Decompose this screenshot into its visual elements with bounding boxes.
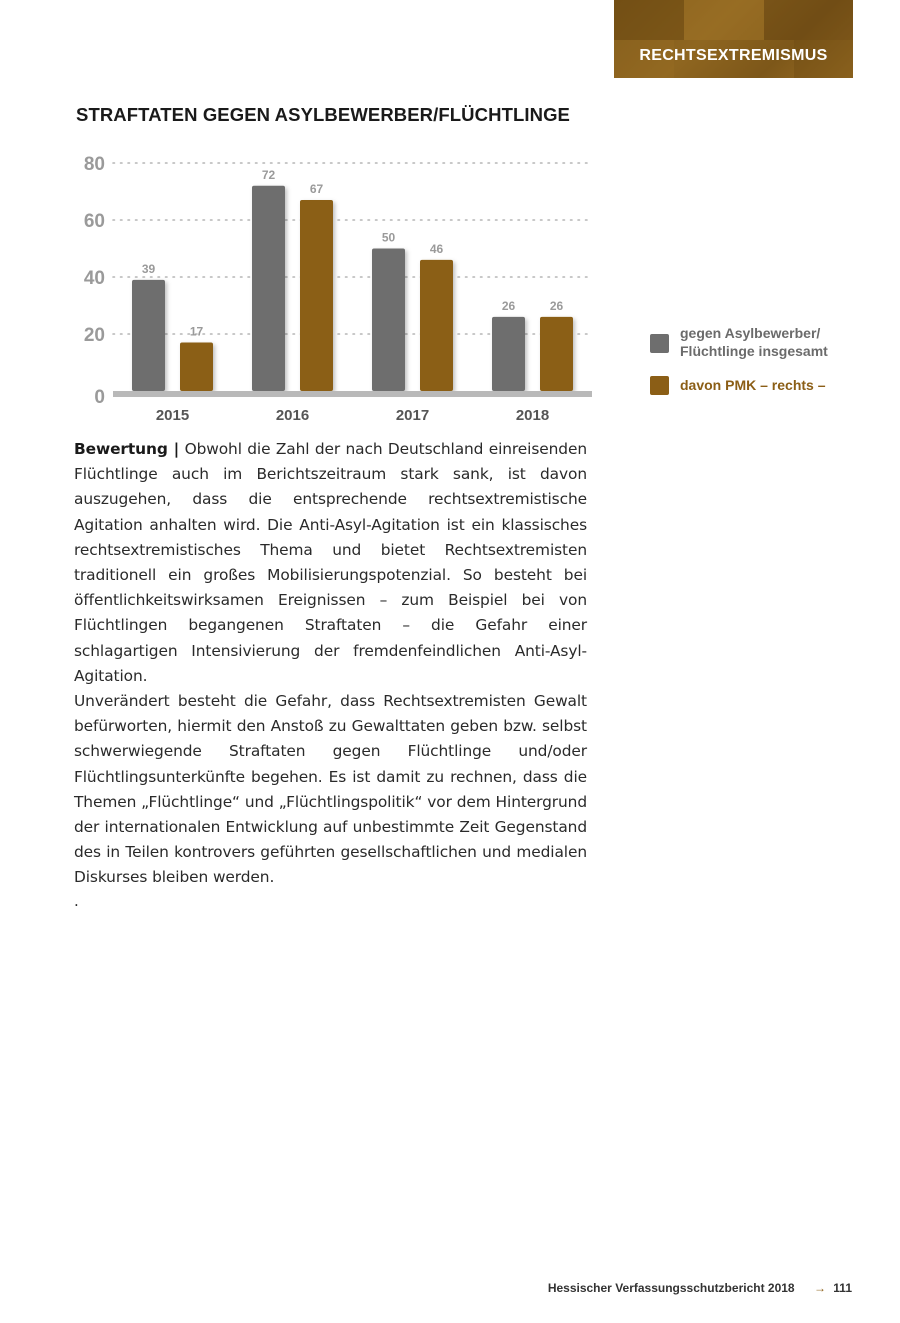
- y-tick-label: 20: [83, 325, 105, 346]
- page-number: 111: [833, 1281, 852, 1295]
- y-tick-label: 40: [83, 268, 105, 289]
- legend-item-pmk-rechts: [650, 376, 850, 394]
- chart-title: STRAFTATEN GEGEN ASYLBEWERBER/FLÜCHTLINGE: [76, 104, 570, 125]
- bar: [420, 260, 453, 391]
- legend-label-line1: gegen Asylbewerber/: [680, 325, 821, 341]
- bar: [252, 186, 285, 391]
- assessment-paragraph: [74, 437, 587, 689]
- trailing-dot: .: [74, 892, 79, 910]
- section-label: RECHTSEXTREMISMUS: [639, 47, 828, 64]
- bar: [132, 280, 165, 391]
- arrow-right-icon: →: [813, 1281, 826, 1295]
- x-tick-label: 2017: [395, 407, 430, 424]
- data-label: 67: [309, 182, 324, 197]
- x-axis-baseline: [113, 391, 592, 397]
- legend-item-insgesamt: [650, 324, 850, 360]
- data-label: 26: [501, 298, 516, 313]
- data-label: 46: [429, 241, 444, 256]
- chart-legend: [650, 324, 850, 410]
- assessment-lead: Bewertung |: [74, 440, 180, 458]
- data-label: 50: [381, 230, 396, 245]
- data-label: 72: [261, 167, 276, 182]
- data-label: 17: [189, 324, 204, 339]
- x-tick-label: 2015: [155, 407, 190, 424]
- bar: [540, 317, 573, 391]
- y-tick-label: 60: [83, 211, 105, 232]
- legend-label: davon PMK – rechts –: [680, 377, 826, 393]
- y-tick-label: 80: [83, 154, 105, 175]
- y-tick-label: 0: [94, 387, 105, 408]
- legend-swatch-brown: [650, 376, 669, 395]
- bar: [180, 343, 213, 391]
- x-tick-label: 2016: [275, 407, 310, 424]
- footer-report-title: Hessischer Verfassungsschutzbericht 2018: [547, 1281, 795, 1295]
- legend-label-line2: Flüchtlinge insgesamt: [680, 343, 828, 359]
- assessment-text: Obwohl die Zahl der nach Deutschland einreisenden Flüchtlinge auch im Berichtszeitraum stark sank, ist davon auszugehen, dass die entsprechende rechtsextremistische Agitation anhalten wird. Die Anti-Asyl-Agitation ist ein klassisches rechtsextremistisches Thema und bietet Rechtsextremisten traditionell ein großes Mobilisierungspotenzial. So besteht bei öffentlichkeitswirksamen Ereignissen – zum Beispiel bei von Flüchtlingen begangenen Straftaten – die Gefahr einer schlagartigen Intensivierung der fremdenfeindlichen Anti-Asyl-Agitation.: [74, 440, 587, 685]
- legend-swatch-gray: [650, 334, 669, 353]
- data-label: 39: [141, 261, 156, 276]
- bar: [300, 200, 333, 391]
- data-label: 26: [549, 298, 564, 313]
- page-footer: [548, 1281, 852, 1295]
- risk-paragraph: Unverändert besteht die Gefahr, dass Rechtsextremisten Gewalt befürworten, hiermit den Anstoß zu Gewalttaten geben bzw. selbst schwerwiegende Straftaten gegen Flüchtlinge und/oder Flüchtlingsunterkünfte begehen. Es ist damit zu rechnen, dass die Themen „Flüchtlinge“ und „Flüchtlingspolitik“ vor dem Hintergrund der internationalen Entwicklung auf unbestimmte Zeit Gegenstand des in Teilen kontrovers geführten gesellschaftlichen und medialen Diskurses bleiben werden.: [74, 692, 587, 887]
- bar: [492, 317, 525, 391]
- bar: [372, 249, 405, 392]
- x-tick-label: 2018: [515, 407, 550, 424]
